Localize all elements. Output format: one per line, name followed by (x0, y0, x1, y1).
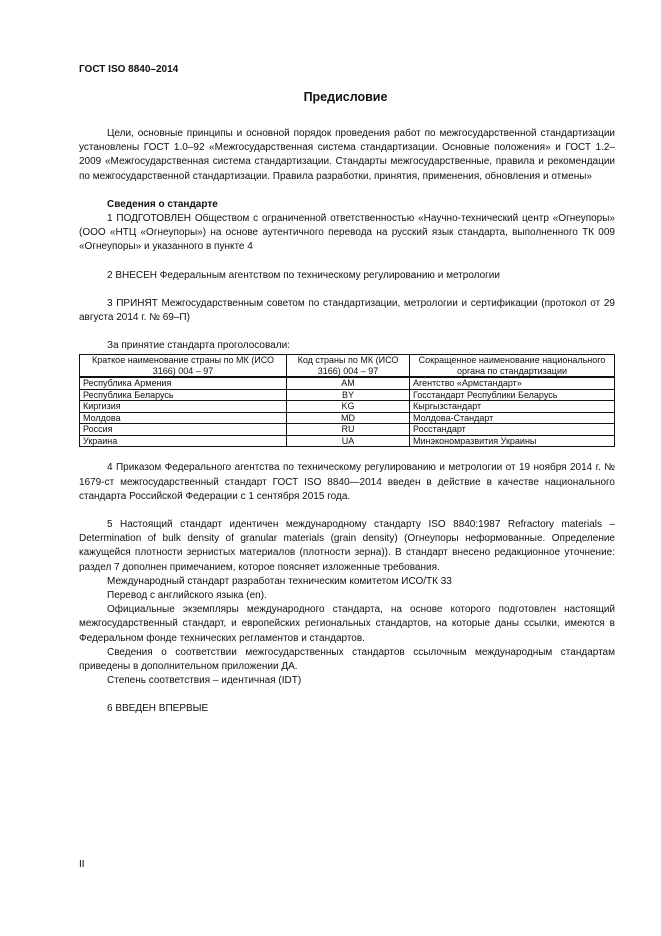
table-cell-country: Молдова (80, 412, 287, 424)
table-header-cell: Код страны по МК (ИСО 3166) 004 – 97 (287, 355, 410, 378)
table-cell-country: Киргизия (80, 401, 287, 413)
page-title: Предисловие (303, 90, 388, 104)
table-row (80, 435, 615, 447)
page-number: II (79, 859, 85, 870)
table-cell-country: Республика Армения (80, 377, 287, 389)
table-row (80, 377, 615, 389)
item-5-committee: Международный стандарт разработан техническим комитетом ИСО/ТК 33 (107, 575, 452, 587)
table-cell-body: Госстандарт Республики Беларусь (410, 389, 615, 401)
document-body (79, 127, 615, 717)
item-5-paragraph: 5 Настоящий стандарт идентичен международному стандарту ISO 8840:1987 Refractory materials – Determination of bulk density of granular materials (grain density) (Огнеупоры неформованные. Определение кажущейся плотности зернистых материалов (плотности зерна)). В стандарт внесено редакционное уточнение: раздел 7 дополнен примечанием, которое поясняет изложенные требования. (79, 519, 615, 573)
table-cell-body: Кыргызстандарт (410, 401, 615, 413)
table-row (80, 424, 615, 436)
table-cell-body: Минэкономразвития Украины (410, 435, 615, 447)
table-cell-code: KG (287, 401, 410, 413)
table-header-cell: Краткое наименование страны по МК (ИСО 3166) 004 – 97 (80, 355, 287, 378)
table-cell-code: MD (287, 412, 410, 424)
table-cell-body: Агентство «Армстандарт» (410, 377, 615, 389)
table-cell-country: Россия (80, 424, 287, 436)
table-cell-body: Росстандарт (410, 424, 615, 436)
table-cell-country: Республика Беларусь (80, 389, 287, 401)
table-row (80, 389, 615, 401)
document-code-header: ГОСТ ISO 8840–2014 (79, 64, 179, 75)
item-3-paragraph: 3 ПРИНЯТ Межгосударственным советом по стандартизации, метрологии и сертификации (протокол от 29 августа 2014 г. № 69–П) (79, 297, 615, 324)
item-2-paragraph: 2 ВНЕСЕН Федеральным агентством по техническому регулированию и метрологии (107, 269, 500, 281)
item-5-translation: Перевод с английского языка (en). (107, 590, 267, 602)
item-4-paragraph: 4 Приказом Федерального агентства по техническому регулированию и метрологии от 19 ноября 2014 г. № 1679-ст межгосударственный стандарт ГОСТ ISO 8840—2014 введен в действие в качестве национального стандарта Российской Федерации с 1 сентября 2015 года. (79, 462, 615, 502)
item-5-degree: Степень соответствия – идентичная (IDT) (107, 675, 302, 687)
vote-table (79, 354, 615, 447)
table-cell-code: BY (287, 389, 410, 401)
table-row (80, 412, 615, 424)
table-header-row (80, 355, 615, 378)
info-heading: Сведения о стандарте (107, 198, 218, 210)
vote-caption: За принятие стандарта проголосовали: (107, 340, 290, 352)
table-row (80, 401, 615, 413)
intro-paragraph: Цели, основные принципы и основной порядок проведения работ по межгосударственной стандартизации установлены ГОСТ 1.0–92 «Межгосударственная система стандартизации. Основные положения» и ГОСТ 1.2–2009 «Межгосударственная система стандартизации. Стандарты межгосударственные, правила и рекомендации по межгосударственной стандартизации. Правила разработки, принятия, применения, обновления и отмены» (79, 128, 615, 182)
item-1-paragraph: 1 ПОДГОТОВЛЕН Обществом с ограниченной ответственностью «Научно-технический центр «Огнеупоры» (ООО «НТЦ «Огнеупоры») на основе аутентичного перевода на русский язык стандарта, выполненного ТК 009 «Огнеупоры» и указанного в пункте 4 (79, 213, 615, 253)
item-5-official-copies: Официальные экземпляры международного стандарта, на основе которого подготовлен настоящий межгосударственный стандарт, и европейских региональных стандартов, на которые даны ссылки, имеются в Федеральном фонде технических регламентов и стандартов. (79, 604, 615, 644)
table-cell-code: UA (287, 435, 410, 447)
table-cell-code: AM (287, 377, 410, 389)
table-cell-country: Украина (80, 435, 287, 447)
item-6-paragraph: 6 ВВЕДЕН ВПЕРВЫЕ (107, 703, 209, 715)
item-5-correspondence: Сведения о соответствии межгосударственных стандартов ссылочным международным стандартам приведены в дополнительном приложении ДА. (79, 646, 615, 673)
table-header-cell: Сокращенное наименование национального органа по стандартизации (410, 355, 615, 378)
table-cell-body: Молдова-Стандарт (410, 412, 615, 424)
table-cell-code: RU (287, 424, 410, 436)
